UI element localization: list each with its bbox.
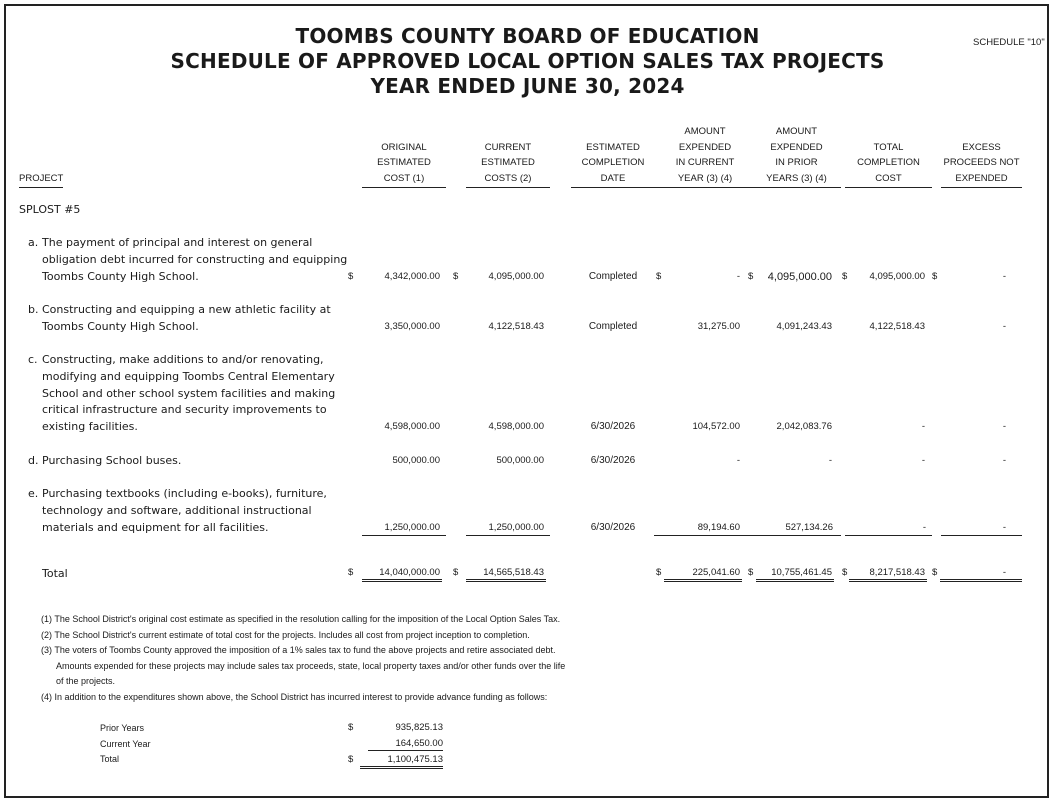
cell-total: - [921, 421, 925, 433]
interest-label: Prior Years [100, 723, 145, 733]
total-excess: - [940, 567, 1022, 582]
column-header-2-line-2: ORIGINAL [381, 142, 427, 153]
dollar-sign: $ [842, 270, 848, 282]
cell-exp-current: - [736, 455, 740, 466]
column-header-8-line-4: EXPENDED [941, 171, 1022, 188]
project-description-line: critical infrastructure and security improvements to [42, 403, 327, 417]
project-description-line: obligation debt incurred for constructing and equipping [42, 252, 348, 266]
cell-original: 4,342,000.00 [384, 270, 440, 282]
cell-date: Completed [588, 320, 638, 332]
column-header-5-line-3: IN CURRENT [675, 157, 735, 168]
column-header-6-line-3: IN PRIOR [775, 157, 818, 168]
cell-current: 500,000.00 [496, 455, 544, 466]
column-header-3-line-3: ESTIMATED [481, 157, 535, 168]
column-header-7-line-2: TOTAL [873, 142, 904, 153]
project-description-line: School and other school system facilities and making [42, 386, 336, 400]
cell-original: 500,000.00 [392, 455, 440, 466]
cell-exp-prior: 4,095,000.00 [767, 270, 832, 283]
column-header-7-line-4: COST [845, 171, 932, 188]
dollar-sign: $ [656, 270, 662, 282]
column-header-7-line-3: COMPLETION [857, 157, 920, 168]
column-header-5-line-1: AMOUNT [684, 126, 726, 137]
project-description-line: Purchasing School buses. [42, 454, 182, 467]
interest-value: 1,100,475.13 [360, 754, 443, 769]
cell-exp-prior: - [828, 455, 832, 466]
column-header-8-line-2: EXCESS [962, 142, 1001, 153]
cell-excess: - [1002, 455, 1006, 466]
project-description-line: materials and equipment for all facilities. [42, 520, 269, 534]
cell-total: - [921, 455, 925, 466]
column-header-6-line-1: AMOUNT [775, 126, 818, 137]
cell-current: 4,095,000.00 [488, 270, 544, 282]
cell-excess: - [1002, 421, 1006, 433]
column-header-1-line-4: PROJECT [19, 171, 63, 188]
cell-exp-prior: 2,042,083.76 [776, 421, 832, 433]
project-letter: c. [28, 353, 38, 366]
title-line-2: SCHEDULE OF APPROVED LOCAL OPTION SALES TAX PROJECTS [170, 49, 885, 73]
cell-date: 6/30/2026 [590, 421, 636, 433]
project-description-line: Constructing, make additions to and/or renovating, [42, 353, 324, 366]
footnote-4: (4) In addition to the expenditures shown above, the School District has incurred interest to provide advance funding as follows: [41, 692, 548, 702]
interest-value: 164,650.00 [368, 738, 443, 751]
total-original: 14,040,000.00 [362, 567, 442, 582]
title-line-3: YEAR ENDED JUNE 30, 2024 [370, 74, 685, 98]
column-header-4-line-3: COMPLETION [581, 157, 645, 168]
cell-current: 1,250,000.00 [466, 522, 550, 536]
column-header-3-line-2: CURRENT [484, 142, 532, 153]
footnote-1: (1) The School District's original cost estimate as specified in the resolution calling for the imposition of the Local Option Sales Tax. [41, 614, 561, 624]
column-header-5-line-2: EXPENDED [678, 142, 732, 153]
schedule-label: SCHEDULE "10" [973, 37, 1045, 48]
interest-value: 935,825.13 [395, 722, 443, 733]
cell-current: 4,122,518.43 [488, 320, 544, 332]
cell-total: 4,095,000.00 [869, 270, 925, 282]
cell-total: - [845, 522, 932, 536]
cell-date: Completed [588, 270, 638, 282]
column-header-2-line-3: ESTIMATED [377, 157, 431, 168]
total-exp-prior: 10,755,461.45 [756, 567, 834, 582]
project-description-line: The payment of principal and interest on general [42, 236, 313, 249]
section-label: SPLOST #5 [19, 203, 81, 216]
project-description-line: technology and software, additional instructional [42, 503, 312, 517]
cell-exp-current: 31,275.00 [697, 320, 740, 332]
dollar-sign: $ [932, 270, 938, 282]
cell-excess: - [941, 522, 1022, 536]
project-description-line: Toombs County High School. [42, 269, 199, 283]
project-letter: b. [28, 303, 39, 316]
cell-excess: - [1002, 320, 1006, 332]
interest-label: Total [100, 754, 120, 764]
column-header-2-line-4: COST (1) [362, 171, 446, 188]
column-header-5-line-4: YEAR (3) (4) [654, 171, 756, 188]
cell-original: 1,250,000.00 [362, 522, 446, 536]
total-exp-current: 225,041.60 [664, 567, 742, 582]
dollar-sign: $ [748, 270, 754, 282]
cell-exp-prior: 4,091,243.43 [776, 320, 832, 332]
cell-date: 6/30/2026 [590, 455, 636, 466]
cell-exp-prior: 527,134.26 [752, 522, 841, 536]
column-header-4-line-4: DATE [571, 171, 655, 188]
project-letter: d. [28, 454, 39, 467]
cell-original: 4,598,000.00 [384, 421, 440, 433]
total-total: 8,217,518.43 [849, 567, 927, 582]
dollar-sign: $ [748, 567, 754, 578]
dollar-sign: $ [348, 270, 354, 282]
project-letter: e. [28, 487, 39, 500]
cell-date: 6/30/2026 [590, 521, 636, 533]
dollar-sign: $ [453, 270, 459, 282]
cell-original: 3,350,000.00 [384, 320, 440, 332]
project-description-line: modifying and equipping Toombs Central Elementary [42, 369, 335, 383]
cell-exp-current: 89,194.60 [654, 522, 756, 536]
column-header-3-line-4: COSTS (2) [466, 171, 550, 188]
dollar-sign: $ [348, 722, 354, 733]
project-description-line: Constructing and equipping a new athletic facility at [42, 303, 331, 316]
total-current: 14,565,518.43 [466, 567, 546, 582]
title-line-1: TOOMBS COUNTY BOARD OF EDUCATION [295, 24, 760, 48]
project-description-line: Purchasing textbooks (including e-books), furniture, [42, 487, 327, 500]
dollar-sign: $ [842, 567, 848, 578]
dollar-sign: $ [932, 567, 938, 578]
project-letter: a. [28, 236, 39, 249]
cell-exp-current: 104,572.00 [692, 421, 740, 433]
column-header-6-line-4: YEARS (3) (4) [752, 171, 841, 188]
footnote-3-cont: Amounts expended for these projects may include sales tax proceeds, state, local property taxes and/or other funds over the life [56, 661, 566, 671]
column-header-4-line-2: ESTIMATED [586, 142, 640, 153]
dollar-sign: $ [348, 567, 354, 578]
dollar-sign: $ [656, 567, 662, 578]
dollar-sign: $ [348, 754, 354, 765]
dollar-sign: $ [453, 567, 459, 578]
project-description-line: Toombs County High School. [42, 319, 199, 333]
total-label: Total [42, 567, 68, 580]
interest-label: Current Year [100, 739, 151, 749]
project-description-line: existing facilities. [42, 420, 138, 434]
cell-exp-current: - [736, 270, 740, 282]
column-header-6-line-2: EXPENDED [770, 142, 823, 153]
footnote-3-cont2: of the projects. [56, 676, 116, 686]
column-header-8-line-3: PROCEEDS NOT [943, 157, 1020, 168]
footnote-3: (3) The voters of Toombs County approved the imposition of a 1% sales tax to fund the above projects and retire associated debt. [41, 645, 556, 655]
cell-current: 4,598,000.00 [488, 421, 544, 433]
cell-total: 4,122,518.43 [869, 320, 925, 332]
footnote-2: (2) The School District's current estimate of total cost for the projects. Includes all cost from project inception to completion. [41, 630, 530, 640]
cell-excess: - [1002, 270, 1006, 282]
